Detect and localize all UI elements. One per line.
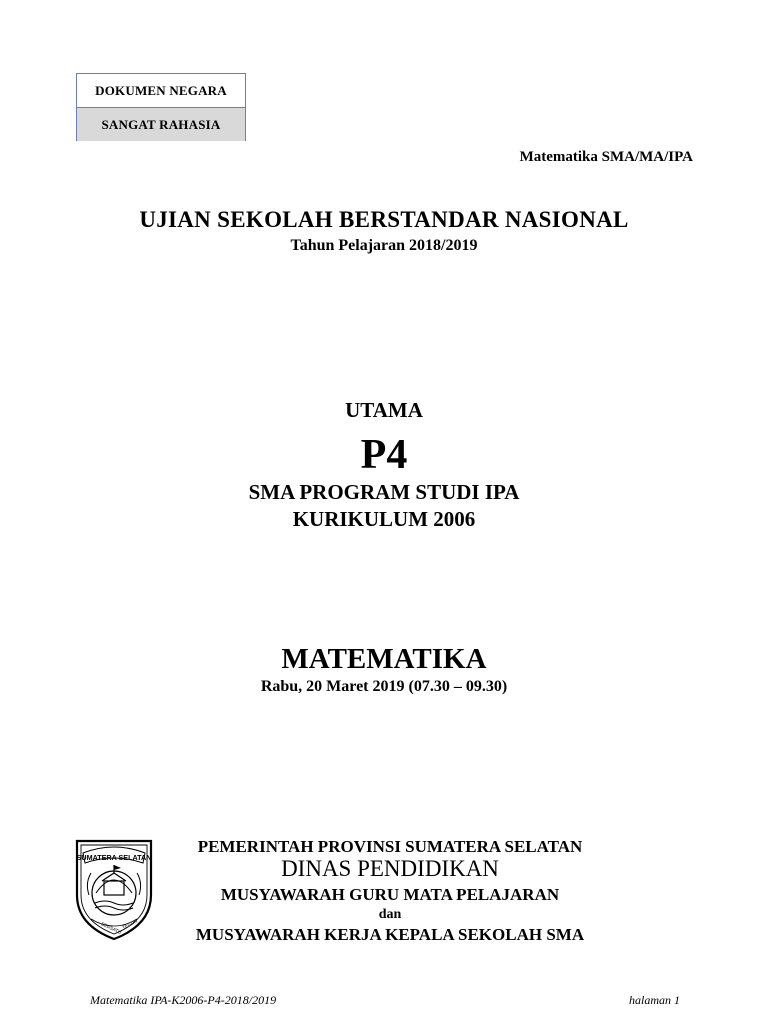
svg-text:TEGUH: TEGUH xyxy=(121,918,138,930)
organizer-department: DINAS PENDIDIKAN xyxy=(281,856,499,881)
organizer-government: PEMERINTAH PROVINSI SUMATERA SELATAN xyxy=(197,837,583,856)
curriculum: KURIKULUM 2006 xyxy=(292,507,476,531)
study-program: SMA PROGRAM STUDI IPA xyxy=(248,480,520,504)
classification-box xyxy=(76,73,246,141)
subject-name: MATEMATIKA xyxy=(281,643,487,675)
organizer-mkks: MUSYAWARAH KERJA KEPALA SEKOLAH SMA xyxy=(195,925,585,944)
classification-line-2: SANGAT RAHASIA xyxy=(77,108,245,141)
footer-doc-code: Matematika IPA-K2006-P4-2018/2019 xyxy=(90,993,277,1007)
classification-line-1: DOKUMEN NEGARA xyxy=(77,74,245,108)
package-code: P4 xyxy=(360,432,408,478)
organizer-conjunction: dan xyxy=(378,907,402,922)
footer-page-number: halaman 1 xyxy=(629,993,680,1007)
sumatera-selatan-emblem-icon xyxy=(71,833,157,943)
organizer-mgmp: MUSYAWARAH GURU MATA PELAJARAN xyxy=(220,885,560,904)
exam-schedule: Rabu, 20 Maret 2019 (07.30 – 09.30) xyxy=(260,678,508,695)
exam-year: Tahun Pelajaran 2018/2019 xyxy=(290,237,478,254)
svg-text:SUMATERA SELATAN: SUMATERA SELATAN xyxy=(76,853,152,862)
package-type: UTAMA xyxy=(345,398,423,422)
exam-title: UJIAN SEKOLAH BERSTANDAR NASIONAL xyxy=(139,207,629,232)
subject-tag: Matematika SMA/MA/IPA xyxy=(519,149,693,165)
svg-text:BERSATU: BERSATU xyxy=(100,921,123,935)
